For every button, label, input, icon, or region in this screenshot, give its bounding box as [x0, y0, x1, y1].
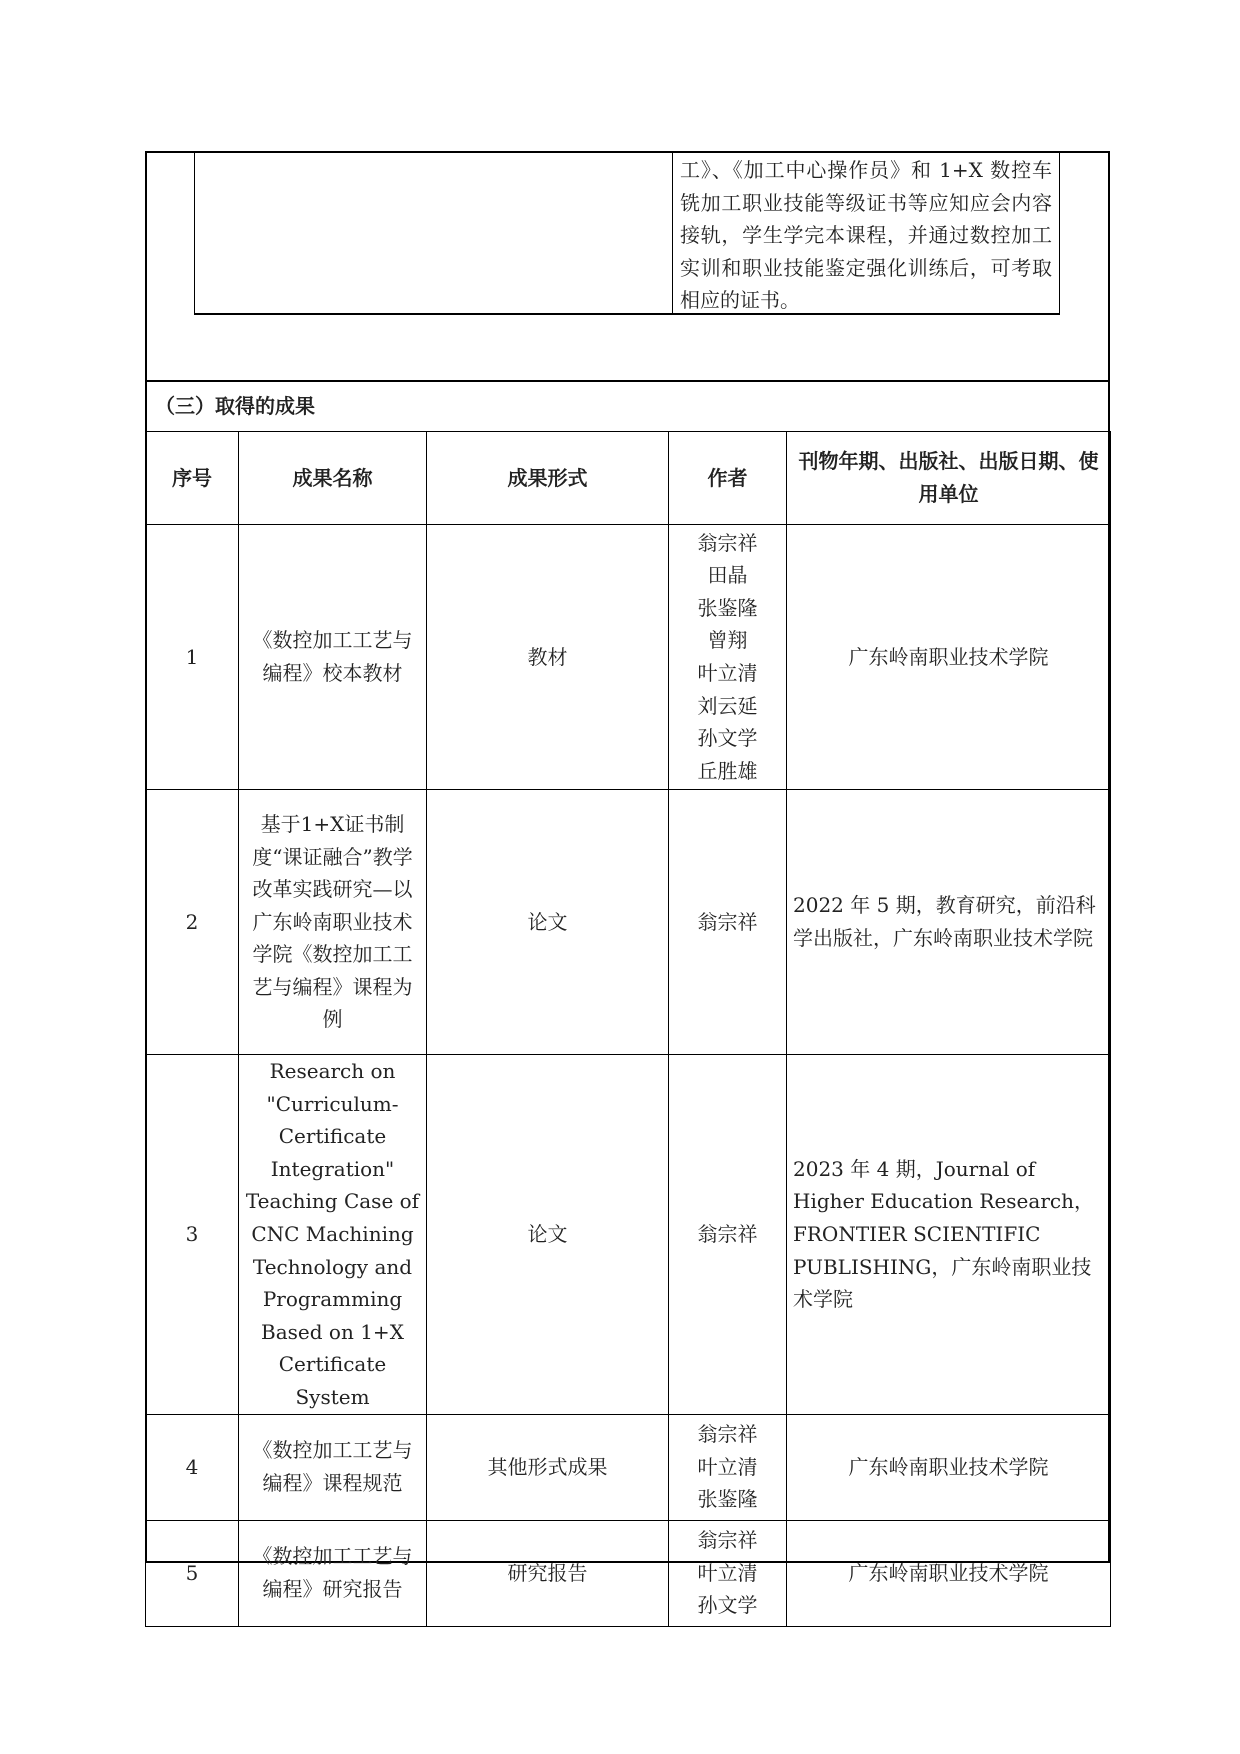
achievement-form: 其他形式成果 [427, 1414, 669, 1520]
publication-info: 广东岭南职业技术学院 [787, 1414, 1111, 1520]
table-row [146, 525, 1111, 790]
achievement-name: 《数控加工工艺与编程》研究报告 [239, 1520, 427, 1626]
authors-cell [669, 790, 787, 1055]
achievement-name: Research on "Curriculum-Certificate Integration" Teaching Case of CNC Machining Technology and Programming Based on 1+X Certificate System [239, 1055, 427, 1415]
author-name: 张鉴隆 [697, 1487, 758, 1512]
author-name: 孙文学 [697, 1593, 758, 1618]
header-form: 成果形式 [427, 432, 669, 525]
table-row [146, 1414, 1111, 1520]
author-name: 丘胜雄 [697, 758, 758, 783]
author-name: 叶立清 [697, 1560, 758, 1585]
achievement-form: 教材 [427, 525, 669, 790]
row-number: 3 [146, 1055, 239, 1415]
publication-info: 广东岭南职业技术学院 [787, 1520, 1111, 1626]
previous-cell-text: 工》、《加工中心操作员》和 1+X 数控车铣加工职业技能等级证书等应知应会内容接轨，学生学完本课程，并通过数控加工实训和职业技能鉴定强化训练后，可考取相应的证书。 [680, 158, 1052, 313]
author-name: 翁宗祥 [697, 1221, 758, 1246]
achievement-name: 《数控加工工艺与编程》校本教材 [239, 525, 427, 790]
publication-info: 2023 年 4 期，Journal of Higher Education Research，FRONTIER SCIENTIFIC PUBLISHING，广东岭南职业技术学院 [787, 1055, 1111, 1415]
section-divider [145, 380, 1110, 382]
publication-info: 2022 年 5 期，教育研究，前沿科学出版社，广东岭南职业技术学院 [787, 790, 1111, 1055]
author-name: 叶立清 [697, 1454, 758, 1479]
row-number: 5 [146, 1520, 239, 1626]
authors-cell [669, 525, 787, 790]
achievements-table [145, 431, 1111, 1627]
author-name: 翁宗祥 [697, 909, 758, 934]
achievement-name: 基于1+X证书制度“课证融合”教学改革实践研究—以广东岭南职业技术学院《数控加工工艺与编程》课程为例 [239, 790, 427, 1055]
row-number: 2 [146, 790, 239, 1055]
header-publication: 刊物年期、出版社、出版日期、使用单位 [787, 432, 1111, 525]
header-name: 成果名称 [239, 432, 427, 525]
header-author: 作者 [669, 432, 787, 525]
achievement-name: 《数控加工工艺与编程》课程规范 [239, 1414, 427, 1520]
achievement-form: 论文 [427, 790, 669, 1055]
table-row [146, 1055, 1111, 1415]
authors-cell [669, 1055, 787, 1415]
author-name: 翁宗祥 [697, 530, 758, 555]
table-row [146, 1520, 1111, 1626]
author-name: 翁宗祥 [697, 1422, 758, 1447]
author-name: 张鉴隆 [697, 595, 758, 620]
row-number: 4 [146, 1414, 239, 1520]
author-name: 孙文学 [697, 726, 758, 751]
row-number: 1 [146, 525, 239, 790]
authors-cell [669, 1414, 787, 1520]
table-header-row [146, 432, 1111, 525]
publication-info: 广东岭南职业技术学院 [787, 525, 1111, 790]
authors-cell [669, 1520, 787, 1626]
author-name: 刘云延 [697, 693, 758, 718]
header-no: 序号 [146, 432, 239, 525]
table-row [146, 790, 1111, 1055]
achievement-form: 论文 [427, 1055, 669, 1415]
author-name: 翁宗祥 [697, 1528, 758, 1553]
author-name: 叶立清 [697, 661, 758, 685]
inner-table-divider [672, 151, 673, 315]
section-title: （三）取得的成果 [155, 394, 315, 418]
author-name: 曾翔 [707, 628, 748, 653]
author-name: 田晶 [707, 563, 748, 588]
achievement-form: 研究报告 [427, 1520, 669, 1626]
